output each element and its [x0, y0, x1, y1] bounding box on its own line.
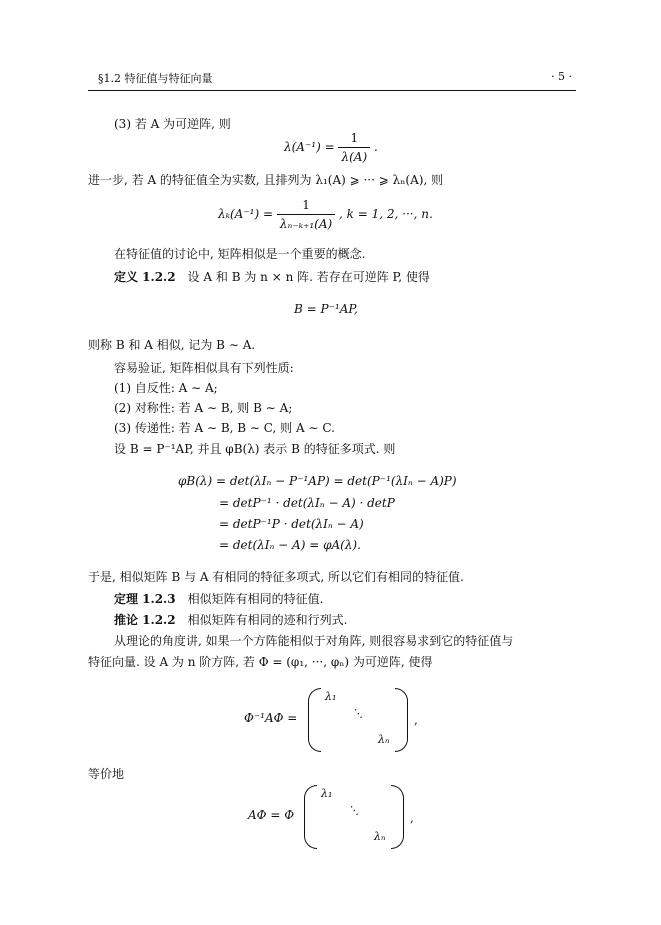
item-3-text: (3) 若 A 为可逆阵, 则 [114, 117, 231, 131]
theorem-1-2-3 [114, 591, 323, 607]
matrix-entry-lambda-1: λ₁ [325, 690, 337, 703]
matrix-entry-lambda-n: λₙ [374, 830, 386, 843]
further-paragraph: 进一步, 若 A 的特征值全为实数, 且排列为 λ₁(A) ⩾ ··· ⩾ λₙ(A), 则 [88, 173, 444, 187]
corollary-1-2-2 [114, 612, 347, 628]
section-title: §1.2 特征值与特征向量 [98, 72, 213, 85]
theory-paragraph-line-2: 特征向量. 设 A 为 n 阶方阵, 若 Φ = (φ₁, ···, φₙ) 为可逆阵, 使得 [88, 655, 433, 669]
equation-inverse-eigenvalue [284, 131, 378, 164]
equation-lhs: λ(A⁻¹) = [284, 140, 335, 154]
page-number: · 5 · [551, 70, 572, 83]
matrix-left-paren [308, 688, 321, 752]
properties-intro: 容易验证, 矩阵相似具有下列性质: [114, 361, 294, 375]
matrix-entry-lambda-n: λₙ [378, 733, 390, 746]
theorem-text: 相似矩阵有相同的特征值. [187, 592, 324, 606]
similar-notation: 则称 B 和 A 相似, 记为 B ∼ A. [88, 338, 256, 352]
equation-end: . [373, 140, 378, 154]
concept-paragraph: 在特征值的讨论中, 矩阵相似是一个重要的概念. [114, 247, 366, 261]
equation-index-range: , k = 1, 2, ···, n. [339, 207, 433, 221]
equivalently-text: 等价地 [88, 767, 125, 781]
matrix-entry-lambda-1: λ₁ [321, 787, 333, 800]
diagonal-matrix [308, 688, 408, 750]
property-symmetric: (2) 对称性: 若 A ∼ B, 则 B ∼ A; [114, 401, 293, 415]
definition-1-2-2 [114, 269, 430, 285]
theorem-label: 定理 1.2.3 [114, 592, 176, 606]
fraction [277, 198, 335, 231]
matrix-right-paren [395, 688, 408, 752]
property-reflexive: (1) 自反性: A ∼ A; [114, 381, 218, 395]
matrix-diagonal-dots: ⋱ [352, 707, 363, 720]
derivation-line-2: = detP⁻¹ · det(λIₙ − A) · detP [219, 496, 395, 510]
matrix-right-paren [391, 785, 404, 849]
conclusion-paragraph: 于是, 相似矩阵 B 与 A 有相同的特征多项式, 所以它们有相同的特征值. [88, 570, 464, 584]
property-transitive: (3) 传递性: 若 A ∼ B, B ∼ C, 则 A ∼ C. [114, 421, 335, 435]
characteristic-setting: 设 B = P⁻¹AP, 并且 φB(λ) 表示 B 的特征多项式. 则 [114, 442, 396, 456]
theory-paragraph-line-1: 从理论的角度讲, 如果一个方阵能相似于对角阵, 则很容易求到它的特征值与 [114, 634, 514, 648]
derivation-line-3: = detP⁻¹P · det(λIₙ − A) [219, 517, 364, 531]
corollary-label: 推论 1.2.2 [114, 613, 176, 627]
definition-label: 定义 1.2.2 [114, 270, 176, 284]
equation-ordered-eigenvalue [218, 198, 433, 231]
derivation-line-4: = det(λIₙ − A) = φA(λ). [219, 538, 361, 552]
matrix-diagonal-dots: ⋱ [348, 804, 359, 817]
similarity-equation: B = P⁻¹AP, [294, 302, 358, 316]
derivation-line-1: φB(λ) = det(λIₙ − P⁻¹AP) = det(P⁻¹(λIₙ − A)P) [178, 474, 457, 488]
fraction-denominator: λₙ₋ₖ₊₁(A) [277, 214, 335, 231]
equivalent-lhs: AΦ = Φ [248, 808, 295, 822]
fraction-denominator: λ(A) [338, 147, 370, 164]
equivalent-diagonal-matrix [304, 785, 404, 847]
definition-text: 设 A 和 B 为 n × n 阵. 若存在可逆阵 P, 使得 [187, 270, 430, 284]
matrix-left-paren [304, 785, 317, 849]
fraction-numerator: 1 [302, 198, 310, 212]
corollary-text: 相似矩阵有相同的迹和行列式. [187, 613, 348, 627]
fraction-numerator: 1 [350, 131, 359, 145]
equivalent-comma: , [410, 811, 414, 825]
fraction [338, 131, 370, 164]
equation-lhs: λₖ(A⁻¹) = [218, 207, 274, 221]
diagonalization-lhs: Φ⁻¹AΦ = [244, 711, 298, 725]
header-rule [88, 90, 576, 91]
diagonalization-comma: , [414, 713, 418, 727]
running-header [88, 70, 576, 86]
